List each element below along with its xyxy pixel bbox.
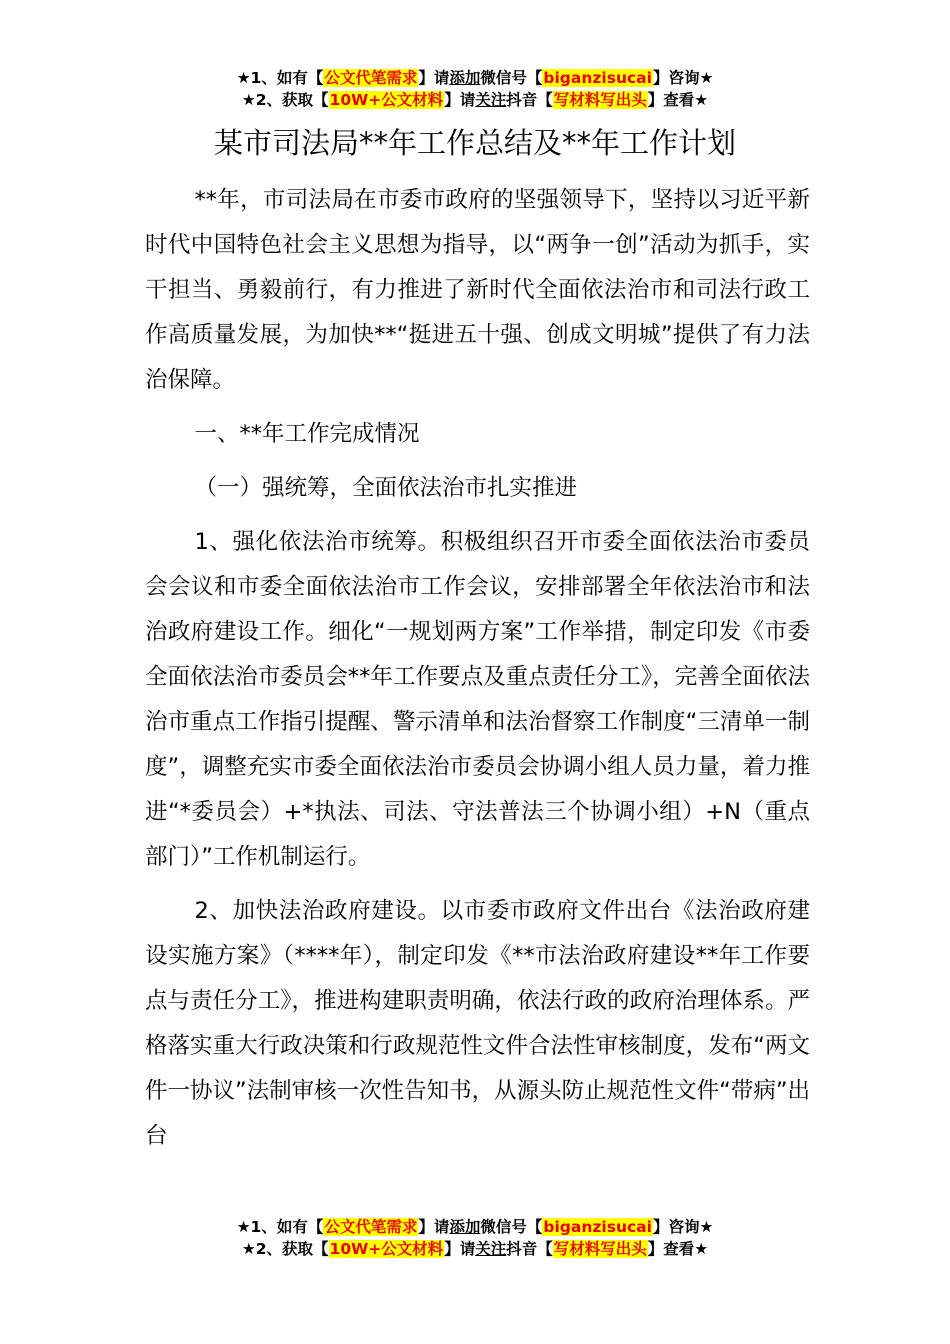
banner-text: 】咨询★	[652, 1218, 714, 1236]
banner-text: 】请	[444, 91, 476, 109]
banner-highlight: biganzisucai	[543, 69, 652, 87]
banner-text: 】请	[418, 69, 450, 87]
banner-highlight: biganzisucai	[543, 1218, 652, 1236]
banner-text: 】查看★	[647, 91, 709, 109]
document-body	[145, 178, 810, 1168]
banner-text: 抖音【	[506, 1240, 553, 1258]
banner-underline-text: 添加	[449, 69, 481, 87]
banner-highlight: 写材料写出头	[553, 91, 647, 109]
banner-underline-text: 添加	[449, 1218, 481, 1236]
header-banner	[0, 67, 950, 111]
banner-text: ★1、如有【	[236, 69, 324, 87]
banner-text: 微信号【	[480, 69, 543, 87]
banner-line-1	[0, 67, 950, 89]
banner-text: 】请	[418, 1218, 450, 1236]
banner-underline-text: 关注	[475, 1240, 507, 1258]
banner-line-1	[0, 1216, 950, 1238]
paragraph: 2、加快法治政府建设。以市委市政府文件出台《法治政府建设实施方案》（****年），制定印发《**市法治政府建设**年工作要点与责任分工》，推进构建职责明确，依法行政的政府治理体系。严格落实重大行政决策和行政规范性文件合法性审核制度，发布“两文件一协议”法制审核一次性告知书，从源头防止规范性文件“带病”出台	[145, 898, 810, 1149]
document-title: 某市司法局**年工作总结及**年工作计划	[213, 126, 736, 160]
banner-text: 】请	[444, 1240, 476, 1258]
banner-text: 微信号【	[480, 1218, 543, 1236]
banner-highlight: 10W+公文材料	[329, 91, 444, 109]
paragraph: **年，市司法局在市委市政府的坚强领导下，坚持以习近平新时代中国特色社会主义思想为指导，以“两争一创”活动为抓手，实干担当、勇毅前行，有力推进了新时代全面依法治市和司法行政工作高质量发展，为加快**“挺进五十强、创成文明城”提供了有力法治保障。	[145, 187, 810, 393]
section-heading: 一、**年工作完成情况	[194, 421, 420, 447]
banner-line-2	[0, 89, 950, 111]
banner-highlight: 公文代笔需求	[324, 69, 418, 87]
banner-text: ★1、如有【	[236, 1218, 324, 1236]
banner-highlight: 10W+公文材料	[329, 1240, 444, 1258]
banner-text: 】咨询★	[652, 69, 714, 87]
footer-banner	[0, 1216, 950, 1260]
banner-underline-text: 关注	[475, 91, 507, 109]
subsection-heading: （一）强统筹，全面依法治市扎实推进	[194, 475, 578, 501]
banner-line-2	[0, 1238, 950, 1260]
banner-text: 】查看★	[647, 1240, 709, 1258]
banner-text: ★2、获取【	[241, 91, 329, 109]
banner-highlight: 公文代笔需求	[324, 1218, 418, 1236]
banner-text: ★2、获取【	[241, 1240, 329, 1258]
banner-text: 抖音【	[506, 91, 553, 109]
banner-highlight: 写材料写出头	[553, 1240, 647, 1258]
paragraph: 1、强化依法治市统筹。积极组织召开市委全面依法治市委员会会议和市委全面依法治市工作会议，安排部署全年依法治市和法治政府建设工作。细化“一规划两方案”工作举措，制定印发《市委全面依法治市委员会**年工作要点及重点责任分工》，完善全面依法治市重点工作指引提醒、警示清单和法治督察工作制度“三清单一制度”，调整充实市委全面依法治市委员会协调小组人员力量，着力推进“*委员会）+*执法、司法、守法普法三个协调小组）+N（重点部门）”工作机制运行。	[145, 529, 810, 870]
